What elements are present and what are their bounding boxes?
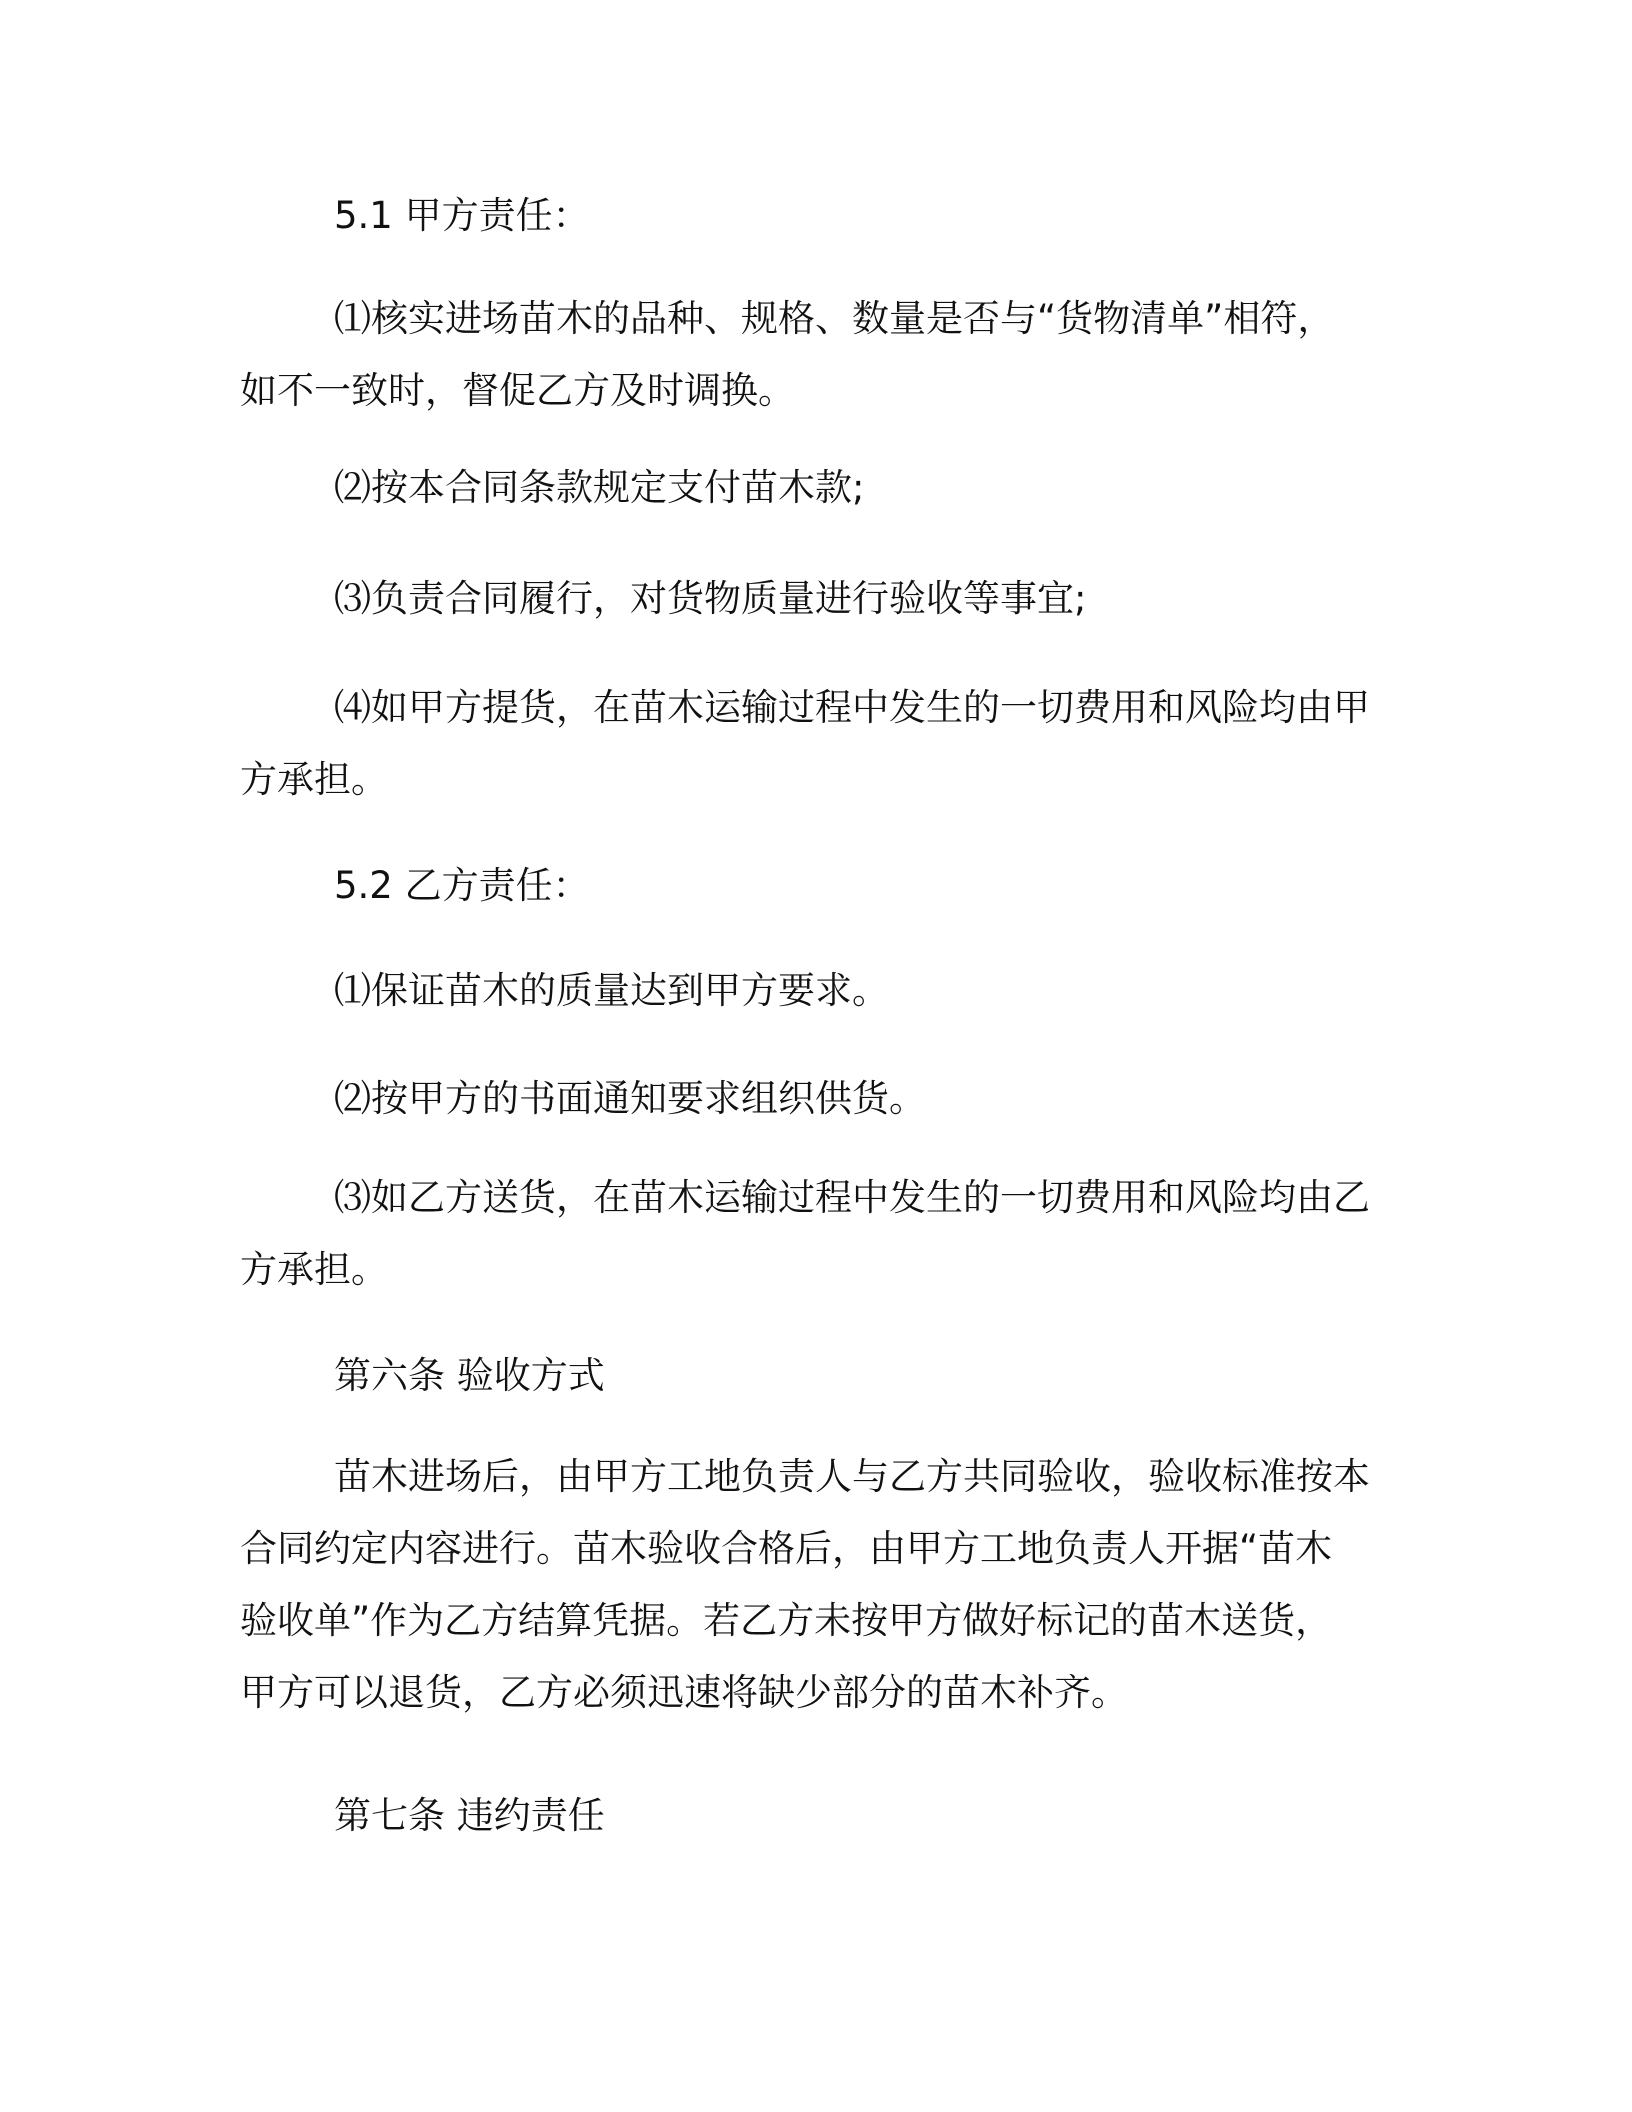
text-run: ⑶如乙方送货，在苗木运输过程中发生的一切费用和风险均由乙 [334,1176,1370,1219]
paragraph-party-b-item-3 [240,1162,1380,1306]
paragraph-line [240,1585,1380,1657]
text-run: ⑷如甲方提货，在苗木运输过程中发生的一切费用和风险均由甲 [334,686,1370,729]
paragraph-party-b-item-1 [334,955,1474,1027]
paragraph-line [240,1162,1380,1234]
paragraph-party-a-item-4 [240,672,1380,816]
paragraph-line [240,283,1380,355]
article-7-heading [334,1780,1474,1852]
paragraph-line [240,1441,1380,1513]
section-heading-5-1 [334,180,1474,252]
paragraph-line [240,1234,1380,1306]
paragraph-text: ⑵按本合同条款规定支付苗木款; [334,466,865,509]
text-run: 方承担。 [240,1248,388,1291]
text-run: 甲方可以退货，乙方必须迅速将缺少部分的苗木补齐。 [240,1671,1128,1714]
paragraph-party-b-item-2 [334,1063,1474,1135]
paragraph-party-a-item-1 [240,283,1380,427]
paragraph-line [240,744,1380,816]
paragraph-line [240,1513,1380,1585]
heading-text: 5.1 甲方责任： [334,194,590,237]
paragraph-line [240,355,1380,427]
paragraph-acceptance [240,1441,1380,1729]
paragraph-text: ⑶负责合同履行，对货物质量进行验收等事宜; [334,577,1087,620]
heading-text: 5.2 乙方责任： [334,864,590,907]
heading-text: 第七条 违约责任 [334,1794,605,1837]
article-6-heading [334,1340,1474,1412]
paragraph-text: ⑵按甲方的书面通知要求组织供货。 [334,1077,926,1120]
text-run: 方承担。 [240,758,388,801]
text-run: 验收单”作为乙方结算凭据。若乙方未按甲方做好标记的苗木送货， [240,1599,1333,1642]
paragraph-party-a-item-2 [334,452,1474,524]
text-run: ⑴核实进场苗木的品种、规格、数量是否与“货物清单”相符， [334,297,1335,340]
paragraph-party-a-item-3 [334,563,1474,635]
text-run: 如不一致时，督促乙方及时调换。 [240,369,795,412]
section-heading-5-2 [334,850,1474,922]
paragraph-text: ⑴保证苗木的质量达到甲方要求。 [334,969,889,1012]
paragraph-line [240,1657,1380,1729]
text-run: 合同约定内容进行。苗木验收合格后，由甲方工地负责人开据“苗木 [240,1527,1333,1570]
text-run: 苗木进场后，由甲方工地负责人与乙方共同验收，验收标准按本 [334,1455,1370,1498]
paragraph-line [240,672,1380,744]
heading-text: 第六条 验收方式 [334,1354,605,1397]
